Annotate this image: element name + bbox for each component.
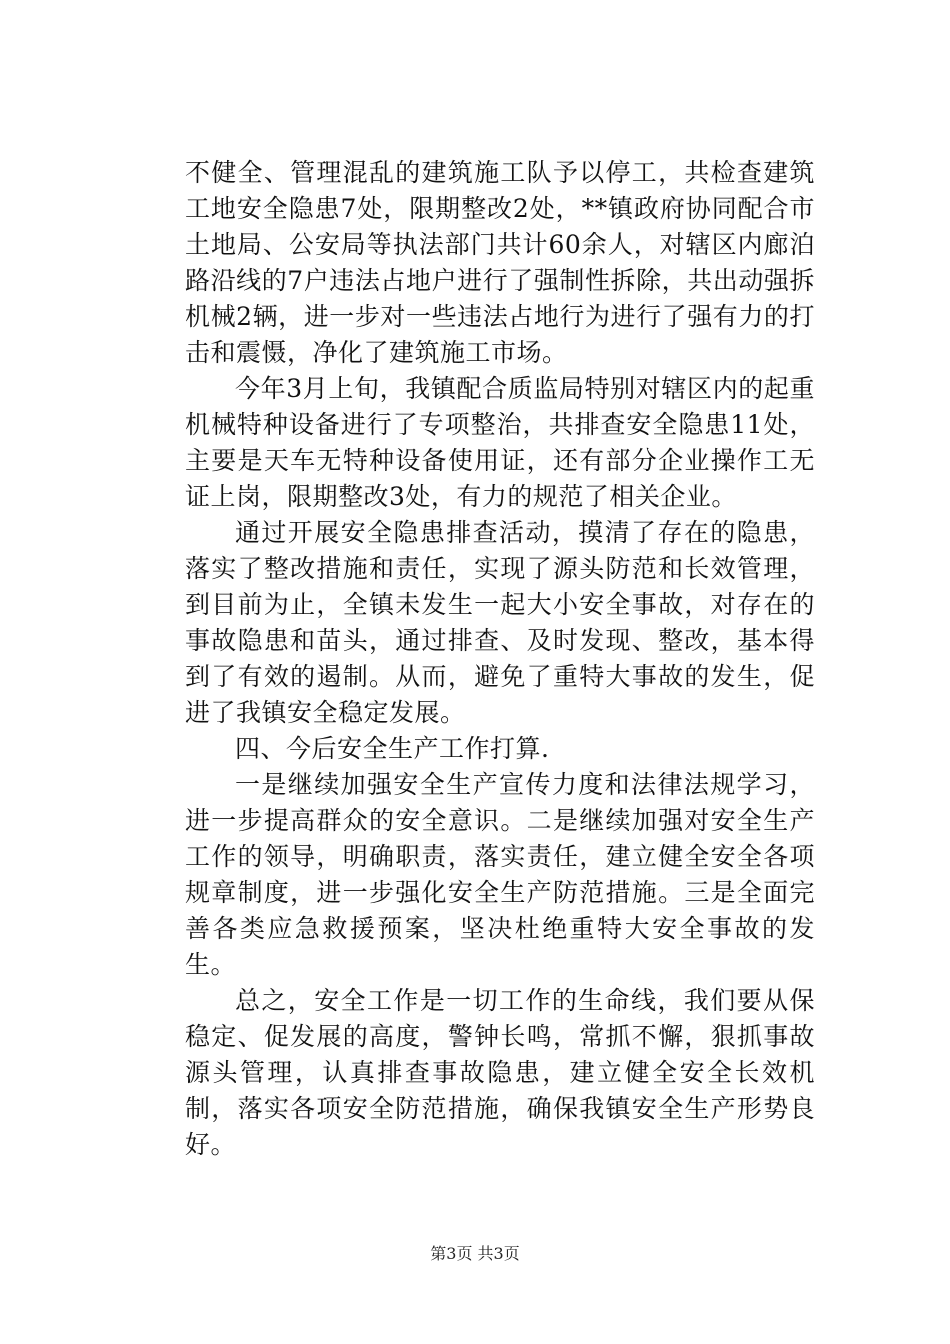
page-number-footer: 第3页 共3页	[430, 1244, 520, 1263]
paragraph-special-equipment: 今年3月上旬，我镇配合质监局特别对辖区内的起重机械特种设备进行了专项整治，共排查安全隐患11处，主要是天车无特种设备使用证，还有部分企业操作工无证上岗，限期整改3处，有力的规范了相关企业。	[185, 374, 815, 511]
paragraph-continuation: 不健全、管理混乱的建筑施工队予以停工，共检查建筑工地安全隐患7处，限期整改2处，**镇政府协同配合市土地局、公安局等执法部门共计60余人，对辖区内廊泊路沿线的7户违法占地户进行了强制性拆除，共出动强拆机械2辆，进一步对一些违法占地行为进行了强有力的打击和震慑，净化了建筑施工市场。	[185, 158, 815, 367]
document-body	[185, 155, 815, 1163]
section-heading-future-plans: 四、今后安全生产工作打算.	[235, 734, 550, 763]
paragraph-future-plans: 一是继续加强安全生产宣传力度和法律法规学习，进一步提高群众的安全意识。二是继续加强对安全生产工作的领导，明确职责，落实责任，建立健全安全各项规章制度，进一步强化安全生产防范措施。三是全面完善各类应急救援预案，坚决杜绝重特大安全事故的发生。	[185, 770, 815, 979]
paragraph-hazard-inspection: 通过开展安全隐患排查活动，摸清了存在的隐患，落实了整改措施和责任，实现了源头防范和长效管理，到目前为止，全镇未发生一起大小安全事故，对存在的事故隐患和苗头，通过排查、及时发现、整改，基本得到了有效的遏制。从而，避免了重特大事故的发生，促进了我镇安全稳定发展。	[185, 518, 815, 727]
paragraph-conclusion: 总之，安全工作是一切工作的生命线，我们要从保稳定、促发展的高度，警钟长鸣，常抓不懈，狠抓事故源头管理，认真排查事故隐患，建立健全安全长效机制，落实各项安全防范措施，确保我镇安全生产形势良好。	[185, 986, 815, 1159]
